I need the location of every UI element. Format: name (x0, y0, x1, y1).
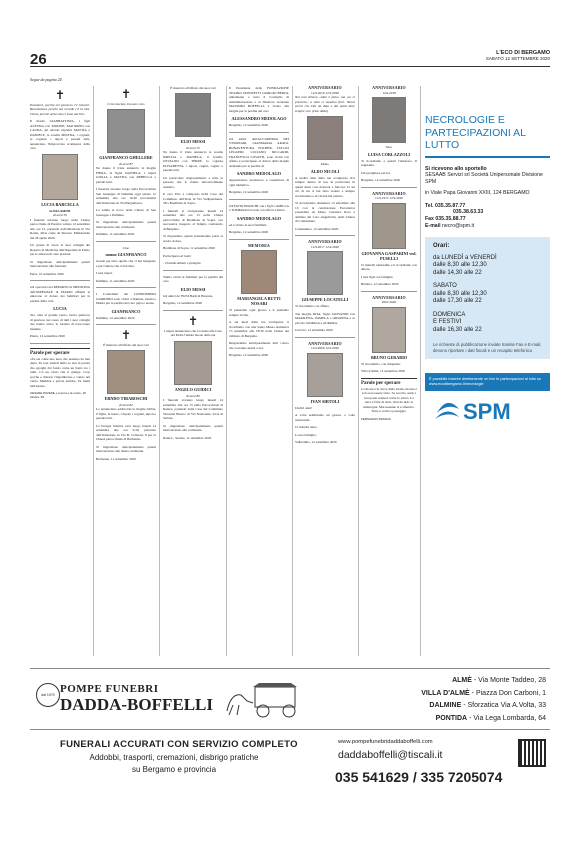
anniversary-dates: 12.9.2009 12.9.2020 (311, 346, 339, 350)
divider (96, 324, 156, 325)
anniversary-dates: 12.9.2019 12.9.2020 (311, 90, 339, 95)
deceased-name: MARIANGELA BUTTI NOSARI (237, 296, 281, 306)
notice-text: ed è vicino ai suoi familiari. (229, 222, 268, 227)
portrait-photo (241, 250, 277, 294)
notice-date: Piario, 12 settembre 2020 (30, 334, 65, 338)
deceased-age: di anni 72 (186, 145, 200, 150)
notice-intro: È mancato all'affetto dei suoi cari (170, 86, 216, 90)
deceased-age: di anni 87 (119, 161, 133, 166)
notice-date: Bergamo, 12 settembre 2020 (229, 190, 269, 194)
newspaper-name: L'ECO DI BERGAMO (496, 50, 550, 56)
ad-brand-line2: DADDA-BOFFELLI (60, 695, 214, 714)
spm-info-box (425, 86, 550, 656)
divider (96, 287, 156, 288)
quote-text: «Tu sei come uno terra che nessuno ha mai detta. Tu non attendi nulla se non la parola che sgorghi dal fondo come un frutto tra i rami. C'è un vento che ti giunge. Cose secche e rimorte t'ingombrano e vanno nel vento. Membra e parole antiche. Tu tremi nell'estate». (30, 356, 90, 388)
notice-date: Bergamo, 12 settembre 2020 (361, 178, 401, 182)
notice-text: Partecipano al lutto: (163, 253, 192, 258)
column-3 (163, 86, 223, 656)
funeral-home-ad (30, 668, 550, 821)
title-prefix: Mons. (320, 162, 330, 166)
notice-text: Il marito GIANBATTISTA, i figli ALESSIA con SIMONE, MAURIZIO con LAURA, gli adorati nipotini MATTIA e DANIELE, la sorella MILENA, i cognati, le cognate, i nipoti e parenti tutti, annunciano l'improvvisa scomparsa della cara (30, 119, 90, 150)
notice-text: Si ringraziano quanti prenderanno parte al nostro dolore. (163, 234, 223, 243)
hours-line: dalle 17,30 alle 22 (433, 298, 482, 305)
quote-source: CESARE PAVESE, La terra e la morte, 26 ottobre '45 (30, 391, 86, 399)
cross-icon: ✝ (120, 87, 132, 101)
title-prefix: Suor (385, 145, 393, 149)
notice-text: - Osvaldo Albani e famiglia (163, 261, 201, 265)
divider (163, 270, 223, 271)
portrait-photo (175, 93, 211, 137)
notice-date: Berbenno, 11 settembre 2020 (96, 456, 136, 461)
quote-box-title: Parole per sperare (30, 350, 70, 356)
ad-locations (421, 675, 546, 725)
notice-text: Gli amici de' BUSI BAR di Barzana. (163, 293, 214, 298)
deceased-age: di anni 82 (119, 402, 133, 407)
deceased-name: SANDRO MEDOLAGO (236, 215, 282, 221)
spm-logo-mark (433, 399, 461, 425)
notice-text: La tua famiglia. (295, 432, 317, 437)
deceased-name: GIUSEPPE LOCATELLI (301, 297, 349, 302)
fax-number: 035.35.88.77 (435, 216, 466, 223)
notice-text: Un grazie di cuore ai suoi colleghi del Reparto di Medicina dell'Ospedale di Piario per le amorevoli cure prestate. (30, 243, 90, 256)
spm-contact (425, 203, 550, 229)
notice-date: Curvico, 12 settembre 2020 (295, 328, 333, 332)
anniversary-dates: 14.9.2018 (382, 90, 396, 95)
anniversary-dates: 12.9.1972 12.9.2020 (375, 196, 403, 200)
divider (361, 291, 417, 292)
notice-text: I funerali avranno luogo lunedì 14 settembre alle ore 15 nella Parrocchiale di Ranica, partendo dalla Casa del Commiato Vincenzi Bianco di Via Nazionale, 22/A di Seriate. (163, 398, 223, 420)
notice-text: che, oltre al grande vuoto, lascia qualcosa di prezioso nel cuore di tutti i suoi colleghi che hanno avuto la fortuna di trascorrere insieme. (30, 313, 90, 331)
hours-line: dalle 8,30 alle 12,30 (433, 290, 487, 297)
notice-text: La liturgia funebre avrà luogo lunedì 14 settembre alle ore 9,30, partendo dall'abitazione in Via B. Colleoni, 8 per la Chiesa parrocchiale di Berbenno. (96, 423, 156, 441)
deceased-name: GIANFRANCO GHELLERE (99, 154, 153, 160)
hours-line: dalle 8,30 alle 12,30 (433, 262, 487, 269)
anniversary-heading: ANNIVERSARIO (308, 340, 342, 346)
deceased-name: ALDO NICOLI (310, 168, 340, 174)
fax-label: Fax (425, 216, 434, 223)
notice-text: Lo annunciano addolorati la moglie GINA, il figlio, le nuore, i nipoti, i cognati, nipoti e parenti tutti. (96, 407, 156, 420)
anniversary-dates: 2002 2020 (381, 300, 397, 304)
notice-date: Dalmine, 11 settembre 2020 (96, 278, 135, 283)
column-divider (93, 86, 94, 656)
notice-text: Ci manchi tanto. (295, 425, 318, 429)
quote-box (361, 378, 417, 421)
notice-intro: Ci ha lasciato il nostro caro (107, 102, 145, 106)
divider (229, 132, 289, 133)
notice-date: Dalmine, 11 settembre 2020 (96, 232, 135, 236)
deceased-surname: in PALAMINI (49, 208, 71, 213)
hours-line: da LUNEDÌ a VENERDÌ (433, 254, 497, 261)
quote-box (30, 348, 90, 400)
anniversary-dates: 12.9.2017 12.9.2020 (311, 244, 339, 249)
portrait-photo (42, 154, 78, 200)
anniversary-heading: ANNIVERSARIO (372, 86, 406, 90)
hours-line: dalle 14,30 alle 22 (433, 269, 482, 276)
notice-text: OTTAVIO BIANCHI con i figli CAMILLA e TOMMASO ricorda con affetto l'amico (229, 203, 289, 212)
qr-code[interactable] (518, 739, 546, 767)
ad-since-badge: dal 1970 (36, 683, 60, 707)
notice-text: Ringraziamo anticipatamente tutti coloro che vorranno unirsi a noi. (229, 341, 289, 350)
portrait-photo (174, 341, 212, 385)
notice-text: Un particolare ringraziamento a tutte le persone che lo hanno amorevolmente assistito. (163, 175, 223, 189)
notice-text: Tua moglie RITA, figlio GIOVANNI con MARILENA, PAMELA e ARIANNA e le piccole GIORGIA e AURORA. (295, 311, 355, 325)
ad-divider (30, 729, 550, 730)
deceased-name: ALESSANDRO MEDOLAGO (231, 116, 287, 121)
location-dalmine: DALMINE - Sforzatica Via A.Volta, 33 (429, 702, 546, 709)
location-alme: ALMÈ - Via Monte Taddeo, 28 (452, 677, 546, 684)
notice-text: I nipoti annunciano che è tornata alla Casa del Padre l'amata buona della zia (164, 328, 222, 337)
notice-text: Grazie per tutto quello che ci hai insegnato e per l'amore che ci hai dato. (96, 259, 156, 268)
memoria-heading: MEMORIA (247, 242, 271, 248)
notice-text: Undici anni! (295, 405, 313, 410)
poem: Pensateci, perché nel pensiero c'è l'amore. Ricordatemi, perché nel ricordo c'è la vita. Vivete, perché nella vita ci sono anch'io. (30, 102, 90, 116)
notice-text: Gli operatori del REPARTO di MEDICINA dell'OSPEDALE di PIARIO affranti si uniscono al dolore dei familiari per la perdita della cara (30, 285, 90, 303)
deceased-name: GIANFRANCO (111, 308, 141, 314)
column-divider (358, 86, 359, 656)
notice-text: Si ringraziano anticipatamente quanti interverranno alla cerimonia. (96, 220, 156, 229)
tel-number: 035.35.87.77 (435, 202, 466, 209)
notice-date: Ranica - Seriate, 11 settembre 2020 (163, 435, 212, 440)
cross-icon: ✝ (54, 87, 66, 102)
notice-date: Bergamo, 12 settembre 2020 (163, 301, 203, 305)
tel-number-2: 035.38.63.33 (453, 209, 484, 216)
ad-email[interactable]: daddaboffelli@tiscali.it (338, 749, 443, 761)
notice-date: Valbrembo, 12 settembre 2020 (295, 440, 337, 444)
portrait-photo (372, 203, 406, 249)
column-1 (30, 78, 90, 663)
continued-label: Segue da pagina 24 (30, 78, 62, 82)
deceased-name: SANDRO MEDOLAGO (236, 171, 282, 176)
spm-logo (425, 399, 550, 425)
notice-text: Appassionato promotore e sostenitore di ogni iniziativa. (229, 178, 289, 187)
issue-date: SABATO 12 SETTEMBRE 2020 (485, 56, 550, 61)
notice-date: Bergamo, 12 settembre 2020 (229, 123, 269, 127)
spm-company: SESAAB Servizi srl Società Unipersonale Divisione SPM (425, 172, 543, 185)
divider (361, 187, 417, 188)
notice-date: Dalmine, 12 settembre 2020 (96, 315, 135, 320)
portrait-photo (107, 109, 145, 153)
notice-date: Brusino, 12 settembre 2020 (361, 282, 399, 286)
deceased-name: LUCIA BARCELLA (41, 201, 79, 207)
divider (229, 239, 289, 240)
cross-icon: ✝ (187, 313, 199, 328)
divider (30, 280, 90, 281)
spm-title: NECROLOGIE E PARTECIPAZIONI AL LUTTO (425, 114, 550, 158)
portrait-photo (307, 353, 343, 397)
portrait-photo (372, 97, 406, 143)
column-5 (295, 86, 355, 656)
tel-label: Tel. (425, 202, 434, 209)
anniversary-heading: ANNIVERSARIO (308, 239, 342, 244)
portrait-photo (307, 116, 343, 160)
poem: Noi mai diremo «tutto è fatto» ma «tu ci presenti»; a tutto ci saranno fiori. Valori eterni che Dio ha dato e dei quali dove sempre vivi. (Don Abbo) (295, 95, 355, 113)
ad-slogan-main: FUNERALI ACCURATI CON SERVIZIO COMPLETO (60, 739, 298, 750)
spm-logo-text: SPM (463, 399, 511, 425)
notice-text: Ti pensiamo ogni giorno e ti sentiamo sempre vicina. (229, 308, 289, 317)
notice-date: Bergamo, 12 settembre 2020 (229, 353, 269, 357)
column-4 (229, 86, 289, 656)
notice-text: Siamo vicini ai familiari per la perdita del caro (163, 274, 223, 283)
notice-text: Si ringraziano anticipatamente quanti interverranno alle funzioni. (30, 259, 90, 268)
notice-text: Ti ricordiamo, con rimpianto. (361, 361, 402, 366)
deceased-name: nonno GIANFRANCO (105, 252, 147, 257)
spm-counter-label: Si ricevono allo sportello (425, 165, 487, 172)
hours-line: DOMENICA (433, 311, 466, 318)
page-number: 26 (30, 51, 47, 68)
deceased-age: di anni 59 (53, 213, 67, 217)
hours-title: Orari: (433, 243, 450, 250)
deceased-name: GIOVANNA GASPARINI ved. PUSELLI (361, 250, 417, 261)
divider (163, 310, 223, 311)
anniversary-heading: ANNIVERSARIO (372, 294, 406, 300)
email-address[interactable]: necro@spm.it (442, 222, 475, 229)
ad-slogan-services: Addobbi, trasporti, cremazioni, disbrigo pratiche (89, 753, 259, 762)
notice-date: Bergamo, 12 settembre 2020 (229, 230, 269, 234)
fax-note: Le richieste di pubblicazione inviate tramite Fax e E-mail, devono riportare i dati fiscali e un recapito telefonico (433, 342, 542, 353)
notice-text: Ne danno il triste annuncio la moglie FIERA, la figlia DANIELA, i nipoti GIULIA e MATTIA con REBECCA e parenti tutti. (96, 166, 156, 184)
deceased-name: BRUNO GERARDI (371, 354, 407, 360)
cross-icon: ✝ (120, 328, 132, 342)
email-label: E-mail (425, 222, 441, 229)
notice-text: La salma si trova nella Chiesa di San Giuseppe a Dalmine. (96, 208, 156, 217)
column-6 (361, 86, 417, 656)
notice-text: Il caro Elio è composto nella Casa del Commiato dell'Isola in Via Vedipendenza, 38 a Brembate di Sopra. (163, 192, 223, 205)
hearse-carriage-illustration (225, 681, 315, 719)
portrait-photo (372, 307, 406, 353)
notice-text: A volte sembriamo un giorno, a volte un'eternità. (295, 413, 355, 422)
hours-box (425, 237, 550, 359)
deceased-name: ELIO MESSI (180, 286, 206, 292)
divider (30, 343, 90, 344)
hours-line: E FESTIVI (433, 319, 462, 326)
masthead (486, 50, 550, 61)
notice-intro: Ciao (122, 245, 130, 250)
deceased-name: LUISA CORLAZZOLI (367, 151, 410, 157)
column-divider (159, 86, 160, 656)
deceased-name: ANGELO GUIDICI (174, 386, 212, 392)
deceased-name: ELIO MESSI (180, 138, 206, 144)
quote-box-title: Parole per sperare (361, 380, 401, 386)
quote-source: FERNANDO PESSOA (361, 416, 392, 421)
divider (229, 199, 289, 200)
notice-text: Ti ricorderemo domenica 13 settembre alle 10 con la celebrazione Eucaristica presieduta da Mons. Gianluca Rota e animata dal Coro Angelicum, nella Chiesa di Comenduno. (295, 201, 355, 223)
notice-text: A undici anni dalla tua scomparsa vivi sempre dentro di noi, in particolare in questi mesi così dolorosi e faticosi. Ti sei ciò di cui ci hai fatto vedere e sempre ricorderemo e di cui hai hai parlato. (295, 175, 355, 198)
notice-text: Ti ricordiamo con affetto. (295, 304, 330, 308)
notice-text: Il Presidente della FONDAZIONE TEATRO DONIZETTI GIORGIO BERTA, unitamente a tutto il Consiglio di Amministrazione e al Direttore Generale MASSIMO BOFFELLI, è vicino alla moglie per la perdita del caro (229, 86, 289, 113)
header-rule (30, 66, 550, 67)
ad-phones[interactable]: 035 541629 / 335 7205074 (335, 769, 503, 785)
column-2 (96, 86, 156, 656)
notice-text: I funerali avranno luogo nella Chiesa parrocchiale di Paratico sabato 12 settembre alle ore 15, partendo dall'abitazione in Via Roma, 49/A come da Decreto Ministeriale del 26 aprile 2020. (30, 217, 90, 240)
notice-text: Ci manchi tantissimo e ti ricordiamo con amore. (361, 262, 417, 271)
quote-text: La morte è la curva della strada, morire è solo non essere visto. Se ascolto, sento i tuoi passi esistere come io esisto. La terra è fatta di cielo. Non ha nido la menzogna. Mai nessuno si è smarrito. Tutto è verità e passaggio. (361, 386, 417, 413)
notice-text: I funerali avranno luogo nella Parrocchiale San Giuseppe di Dalmine oggi sabato 12 settembre alle ore 10,30 provenienti dall'abitazione in Via Bargamasca. (96, 187, 156, 205)
notice-text: Si ringraziano anticipatamente quanti interverranno alla mesta cerimonia. (96, 444, 156, 453)
portrait-photo (107, 350, 145, 394)
location-villa-dalme: VILLA D'ALMÈ - Piazza Don Carboni, 1 (421, 689, 546, 697)
column-divider (420, 86, 421, 656)
column-divider (292, 86, 293, 656)
notice-date: Parre, 10 settembre 2020 (30, 271, 64, 276)
notice-intro: È mancato all'affetto dei suoi cari (103, 343, 149, 347)
notice-date: Brembate di Sopra, 11 settembre 2020 (163, 246, 216, 250)
anniversary-heading: ANNIVERSARIO (372, 190, 406, 196)
ad-website[interactable]: www.pompefunebridaddaboffelli.com (338, 739, 433, 745)
divider (96, 241, 156, 242)
ad-brand-line1: POMPE FUNEBRI (60, 683, 159, 695)
deceased-name: LUCIA (53, 306, 67, 311)
hours-line: SABATO (433, 283, 457, 290)
notice-text: A sei mesi dalla tua scomparsa, ti ricordiamo con una Santa Messa domenica 13 settembre alle 18:30 nella Chiesa del cimitero di Bergamo. (229, 320, 289, 338)
spm-address: in Viale Papa Giovanni XXIII, 124 BERGAMO (425, 190, 530, 197)
deceased-name: ERNDO TIRABOSCHI (104, 395, 148, 401)
notice-date: Villa d'Almè, 13 settembre 2020 (361, 369, 406, 373)
notice-text: Una preghiera per lei. (361, 170, 391, 175)
notice-text: Ne danno il triste annuncio le sorelle IMELDA e DANIELA, il fratello OSVALDO con TERRY, la cognata ELISABETTA, i nipoti, cugini, cugine e parenti tutti. (163, 150, 223, 172)
portrait-photo (307, 251, 343, 295)
notice-text: Ti ricordiamo a quanti l'amarono. Il sappiamo. (361, 158, 417, 167)
deceased-name: IVAN SIRTOLI (310, 398, 340, 404)
online-note[interactable]: È possibile inserire direttamente on line le partecipazioni al lutto su www.eccdibergamo.it/necrologie (425, 373, 550, 391)
deceased-age: di anni 89 (186, 393, 200, 398)
notice-text: Gli amici dell'ACCADEMIA DEI VISIONARI, GIANMARIA ARATA, BONAVENTURA FOCHER, TULLIO LEGGERI, LUCIANO RICCARDI, FRANCESCO LOVATTI, sono vicini con affetto e partecipano al dolore della moglie Armanda per la perdita di (229, 136, 289, 168)
location-pontida: PONTIDA - Via Lega Lombarda, 64 (435, 714, 546, 722)
divider (295, 337, 355, 338)
ad-slogan-area: su Bergamo e provincia (131, 765, 217, 774)
notice-text: I Condomini del CONDOMINIO GIARDINO sono vicini a Daniela, Giulia e Mattia per la perdita del caro papà e nonno (96, 292, 156, 305)
notice-text: Si ringraziano anticipatamente quanti interverranno alla cerimonia. (163, 423, 223, 432)
notice-text: I tuoi nipoti. (96, 271, 113, 275)
anniversary-heading: ANNIVERSARIO (308, 86, 342, 90)
notice-text: I funerali si svolgeranno lunedì 14 settembre alle ore 15 nella Chiesa parrocchiale di Brembate di Sopra, ove successiva trasporto al Tempio crematorio di Bergamo. (163, 208, 223, 231)
column-divider (226, 86, 227, 656)
hours-line: dalle 16,30 alle 22 (433, 326, 482, 333)
notice-text: I tuoi figli con famiglie. (361, 274, 394, 279)
notice-date: Comenduno, 12 settembre 2020 (295, 226, 339, 231)
divider (295, 235, 355, 236)
